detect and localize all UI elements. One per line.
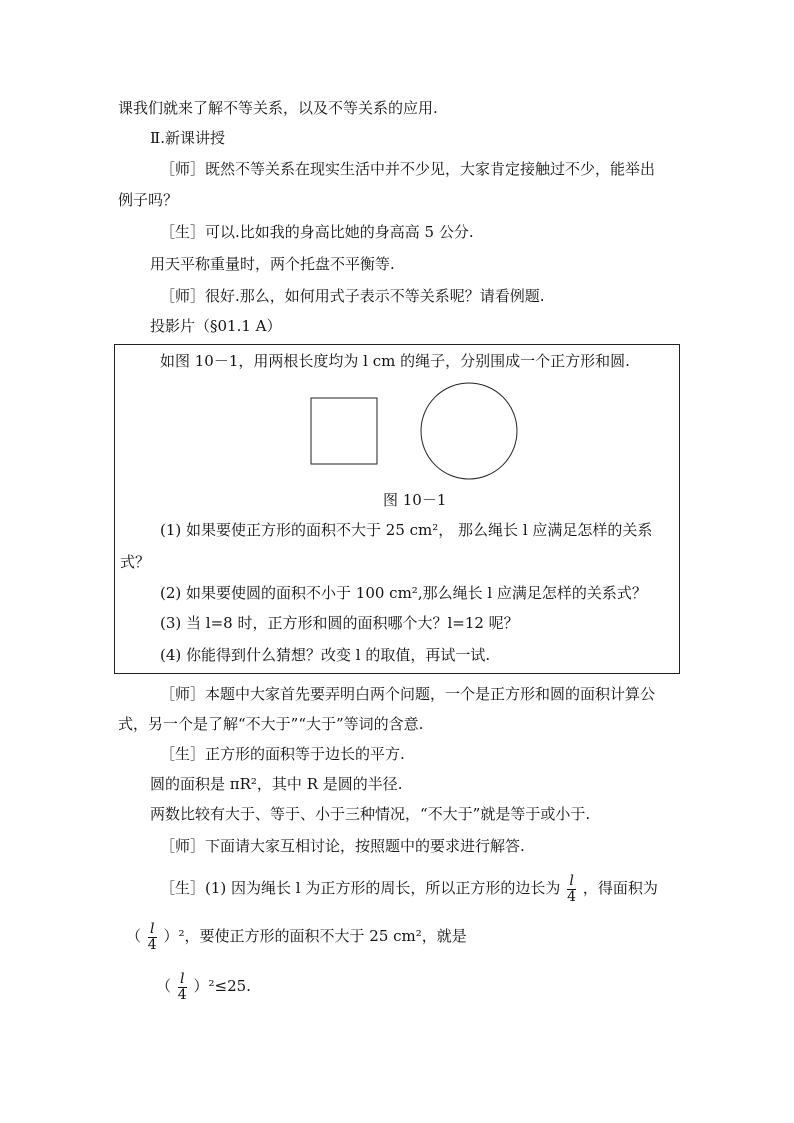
fraction-l-over-4 xyxy=(178,972,187,1003)
text-line: 两数比较有大于、等于、小于三种情况，“不大于”就是等于或小于. xyxy=(150,805,591,823)
section-heading: Ⅱ.新课讲授 xyxy=(150,129,225,147)
text-line: ［师］下面请大家互相讨论，按照题中的要求进行解答. xyxy=(160,837,525,855)
text-line: ［生］正方形的面积等于边长的平方. xyxy=(160,745,405,763)
question-1-cont: 式？ xyxy=(120,553,151,571)
fraction-l-over-4 xyxy=(567,874,576,905)
paren-open: （ xyxy=(126,927,142,945)
text-line: 投影片（§01.1 A） xyxy=(150,317,282,335)
text-line: 圆的面积是 πR²，其中 R 是圆的半径. xyxy=(150,775,403,793)
text-line: 用天平称重量时，两个托盘不平衡等. xyxy=(150,255,395,273)
formula-text: ）²，要使正方形的面积不大于 25 cm²，就是 xyxy=(163,927,467,945)
text-line: 例子吗？ xyxy=(118,191,179,209)
fraction-l-over-4 xyxy=(148,922,157,953)
fraction-denominator: 4 xyxy=(147,936,157,953)
problem-intro: 如图 10－1，用两根长度均为 l cm 的绳子，分别围成一个正方形和圆. xyxy=(160,352,630,370)
inequality-text: ）²≤25. xyxy=(193,977,251,995)
fraction-numerator: l xyxy=(148,922,157,938)
answer-line xyxy=(160,870,658,906)
question-4: (4) 你能得到什么猜想？改变 l 的取值，再试一试. xyxy=(160,646,491,664)
projection-box xyxy=(114,344,680,674)
text-line: 课我们就来了解不等关系，以及不等关系的应用. xyxy=(118,99,438,117)
inequality-line xyxy=(156,968,251,1004)
question-2: (2) 如果要使圆的面积不小于 100 cm²,那么绳长 l 应满足怎样的关系式？ xyxy=(160,584,647,602)
text-line: 式，另一个是了解“不大于”“大于”等词的含意. xyxy=(118,715,424,733)
fraction-denominator: 4 xyxy=(567,888,577,905)
fraction-numerator: l xyxy=(178,972,187,988)
text-line: ［师］本题中大家首先要弄明白两个问题，一个是正方形和圆的面积计算公 xyxy=(160,685,656,703)
question-1: (1) 如果要使正方形的面积不大于 25 cm²， 那么绳长 l 应满足怎样的关系 xyxy=(160,521,653,539)
answer-text-end: ，得面积为 xyxy=(582,879,658,897)
text-line: ［师］既然不等关系在现实生活中并不少见，大家肯定接触过不少，能举出 xyxy=(160,160,656,178)
text-line: ［生］可以.比如我的身高比她的身高高 5 公分. xyxy=(160,223,474,241)
circle-shape xyxy=(421,383,517,479)
figure-caption: 图 10－1 xyxy=(383,491,447,509)
fraction-denominator: 4 xyxy=(177,986,187,1003)
answer-text: ［生］(1) 因为绳长 l 为正方形的周长，所以正方形的边长为 xyxy=(160,879,561,897)
formula-line xyxy=(126,918,467,954)
square-shape xyxy=(311,398,377,464)
text-line: ［师］很好.那么，如何用式子表示不等关系呢？请看例题. xyxy=(160,287,545,305)
paren-open: （ xyxy=(156,977,172,995)
fraction-numerator: l xyxy=(567,874,576,890)
question-3: (3) 当 l=8 时，正方形和圆的面积哪个大？l=12 呢？ xyxy=(160,614,519,632)
